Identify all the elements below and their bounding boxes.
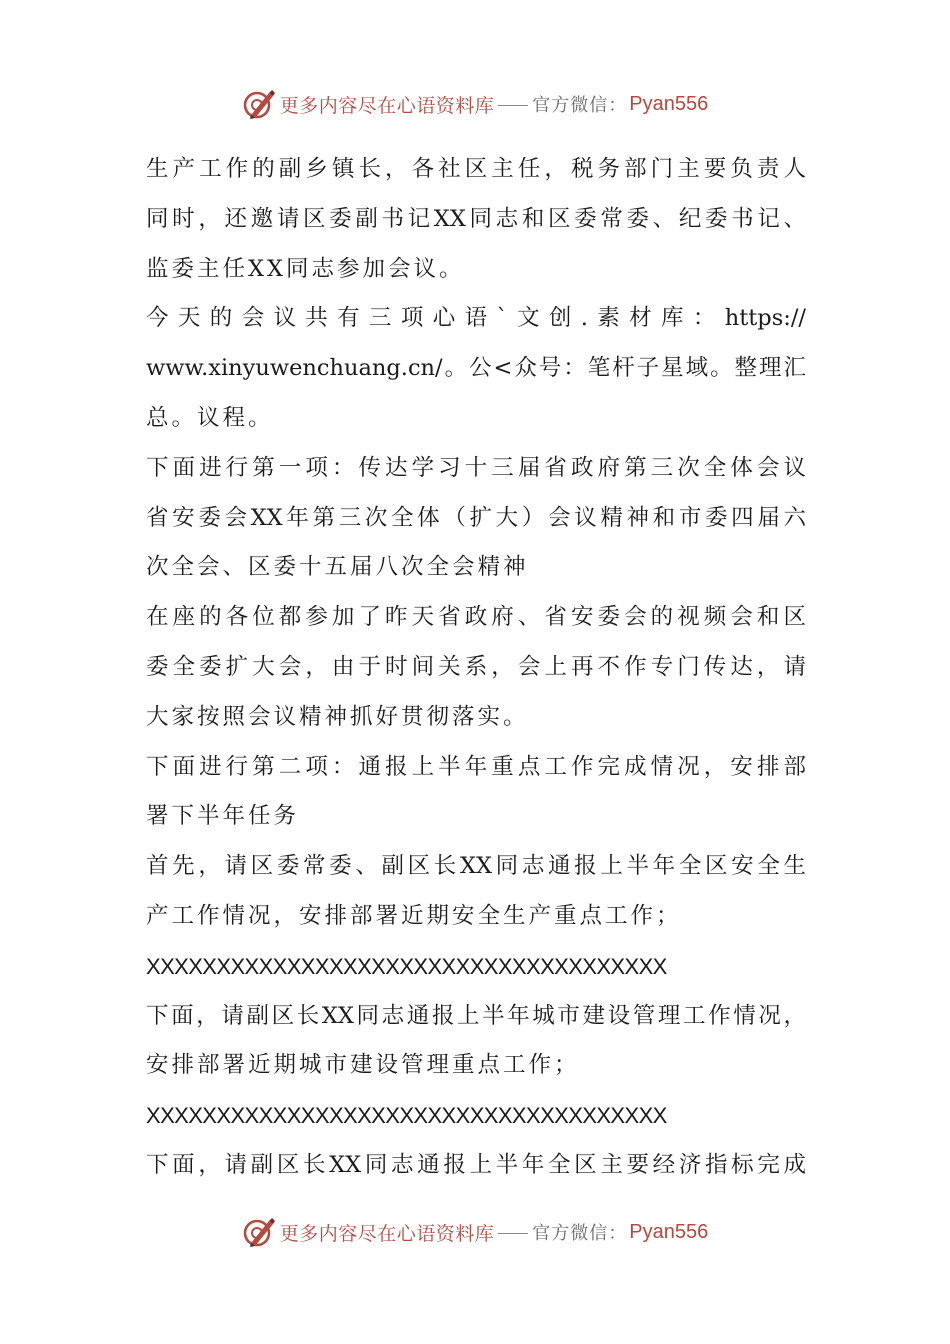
text-line: XXXXXXXXXXXXXXXXXXXXXXXXXXXXXXXXXXXXX (146, 953, 667, 979)
text-line: 生产工作的副乡镇长，各社区主任，税务部门主要负责人 (146, 156, 806, 182)
pen-circle-logo-icon (242, 1215, 276, 1249)
text-line: 安排部署近期城市建设管理重点工作； (146, 1052, 580, 1079)
text-line: 署下半年任务 (146, 803, 300, 830)
text-line: 下面进行第一项：传达学习十三届省政府第三次全体会议 (146, 454, 806, 481)
text-line: 委全委扩大会，由于时间关系，会上再不作专门传达，请 (146, 653, 806, 680)
banner-title: 更多内容尽在心语资料库 (279, 1222, 495, 1245)
text-line: 同时，还邀请区委副书记XX同志和区委常委、纪委书记、 (146, 205, 806, 232)
text-line: 次全会、区委十五届八次全会精神 (146, 554, 529, 581)
header-banner (0, 84, 950, 124)
text-line: 首先，请区委常委、副区长XX同志通报上半年全区安全生 (146, 853, 806, 880)
text-line: 总。议程。 (146, 404, 274, 431)
banner-title: 更多内容尽在心语资料库 (279, 94, 495, 117)
text-line: XXXXXXXXXXXXXXXXXXXXXXXXXXXXXXXXXXXXX (146, 1103, 667, 1129)
pen-circle-logo-icon (242, 87, 276, 121)
text-line: 产工作情况，安排部署近期安全生产重点工作； (146, 902, 682, 929)
banner-wechat-label: 官方微信： (532, 95, 628, 116)
banner-account-id: Pyan556 (629, 1220, 709, 1243)
text-line: 下面，请副区长XX同志通报上半年城市建设管理工作情况， (146, 1002, 806, 1029)
footer-banner (0, 1212, 950, 1252)
document-body (146, 145, 806, 1191)
text-line: 省安委会XX年第三次全体（扩大）会议精神和市委四届六 (146, 504, 806, 531)
text-line: 大家按照会议精神抓好贯彻落实。 (146, 703, 529, 730)
text-line: www.xinyuwenchuang.cn/。公<众号：笔杆子星域。整理汇 (146, 355, 806, 382)
text-line: 今天的会议共有三项心语`文创.素材库：https:// (146, 305, 806, 332)
banner-dash-divider (498, 105, 528, 106)
banner-wechat-label: 官方微信： (532, 1223, 628, 1244)
banner-dash-divider (498, 1233, 528, 1234)
text-line: 下面进行第二项：通报上半年重点工作完成情况，安排部 (146, 753, 806, 780)
text-line: 监委主任XX同志参加会议。 (146, 255, 465, 282)
text-line: 下面，请副区长XX同志通报上半年全区主要经济指标完成 (146, 1151, 806, 1178)
banner-account-id: Pyan556 (629, 92, 709, 115)
text-line: 在座的各位都参加了昨天省政府、省安委会的视频会和区 (146, 604, 806, 631)
